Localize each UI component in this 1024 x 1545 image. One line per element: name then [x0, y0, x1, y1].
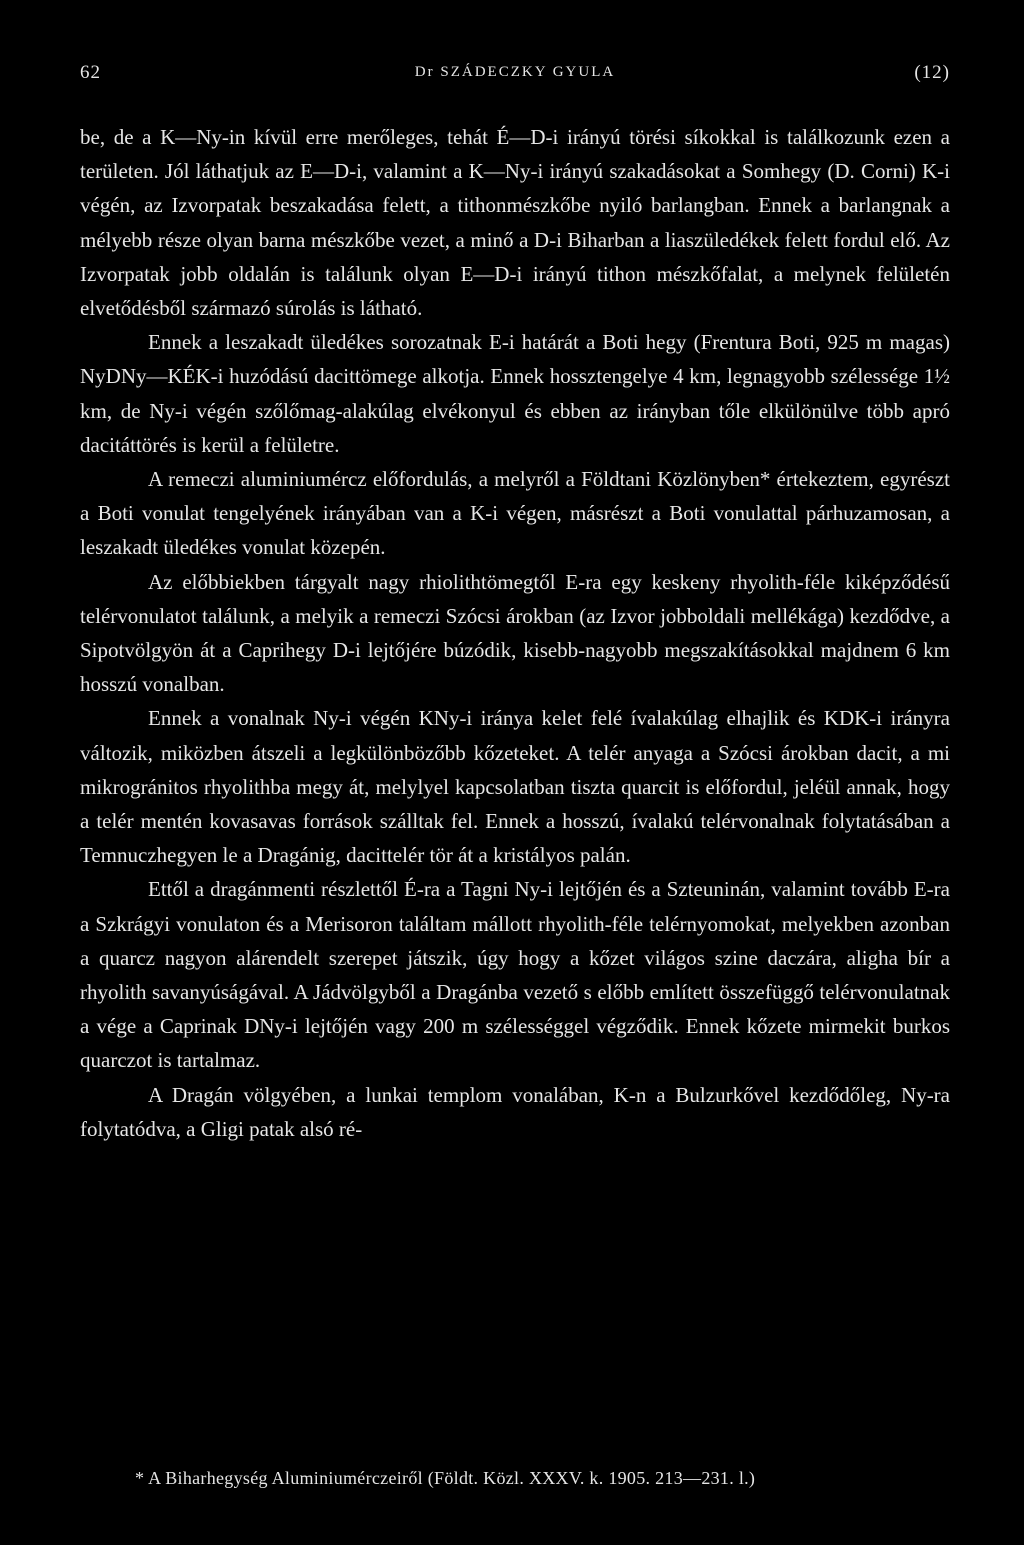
paragraph-2: Ennek a leszakadt üledékes sorozatnak E-i határát a Boti hegy (Frentura Boti, 925 m magas) NyDNy—KÉK-i huzódású dacittömege alkotja. Ennek hossztengelye 4 km, legnagyobb szélessége 1½ km, de Ny-i végén szőlőmag-alakúlag elvékonyul és ebben az irányban tőle elkülönülve több apró dacitáttörés is kerül a felületre. — [80, 330, 950, 457]
section-number: (12) — [914, 62, 950, 83]
paragraph-7: A Dragán völgyében, a lunkai templom vonalában, K-n a Bulzurkővel kezdődőleg, Ny-ra folytatódva, a Gligi patak alsó ré- — [80, 1082, 950, 1141]
paragraph-1: be, de a K—Ny-in kívül erre merőleges, tehát É—D-i irányú törési síkokkal is találkozunk ezen a területen. Jól láthatjuk az E—D-i, valamint a K—Ny-i irányú szakadásokat a Somhegy (D. Corni) K-i végén, az Izvorpatak beszakadása felett, a tithonmészkőbe nyiló barlangban. Ennek a barlangnak a mélyebb része olyan barna mészkőbe vezet, a minő a D-i Biharban a liaszüledékek felett fordul elő. Az Izvorpatak jobb oldalán is találunk olyan E—D-i irányú tithon mészkőfalat, a melynek felületén elvetődésből származó súrolás is látható. — [80, 125, 950, 321]
page-number: 62 — [80, 62, 101, 83]
page — [80, 62, 950, 1146]
paragraph-4: Az előbbiekben tárgyalt nagy rhiolithtömegtől E-ra egy keskeny rhyolith-féle kiképződésű telérvonulatot találunk, a melyik a remeczi Szócsi árokban (az Izvor jobboldali mellékága) kezdődve, a Sipotvölgyön át a Caprihegy D-i lejtőjére búzódik, kisebb-nagyobb megszakításokkal majdnem 6 km hosszú vonalban. — [80, 569, 950, 697]
paragraph-6: Ettől a dragánmenti részlettől É-ra a Tagni Ny-i lejtőjén és a Szteuninán, valamint tovább E-ra a Szkrágyi vonulaton és a Merisoron találtam mállott rhyolith-féle telérnyomokat, melyekben azonban a quarcz nagyon alárendelt szerepet játszik, úgy hogy a kőzet világos szine daczára, aligha bír a rhyolith savanyúságával. A Jádvölgyből a Dragánba vezető s előbb említett összefüggő telérvonulatnak a vége a Caprinak DNy-i lejtőjén vagy 200 m szélességgel végződik. Ennek kőzete mirmekit burkos quarczot is tartalmaz. — [80, 877, 950, 1073]
body-text — [80, 120, 950, 1146]
running-head-author: Dr SZÁDECZKY GYULA — [414, 64, 616, 80]
paragraph-5: Ennek a vonalnak Ny-i végén KNy-i iránya kelet felé ívalakúlag elhajlik és KDK-i irányra változik, miközben átszeli a legkülönbözőbb kőzeteket. A telér anyaga a Szócsi árokban dacit, a mi mikrogránitos rhyolithba megy át, melylyel kapcsolatban tiszta quarcit is előfordul, jeléül annak, hogy a telér mentén kovasavas források szálltak fel. Ennek a hosszú, ívalakú telérvonalnak folytatásában a Temnuczhegyen le a Dragánig, dacittelér tör át a kristályos palán. — [80, 706, 950, 868]
running-header — [80, 62, 950, 98]
footnote: * A Biharhegység Aluminiumérczeiről (Földt. Közl. XXXV. k. 1905. 213—231. l.) — [135, 1468, 756, 1488]
paragraph-3: A remeczi aluminiumércz előfordulás, a melyről a Földtani Közlönyben* értekeztem, egyrészt a Boti vonulat tengelyének irányában van a K-i végen, másrészt a Boti vonulattal párhuzamosan, a leszakadt üledékes vonulat közepén. — [80, 467, 950, 560]
